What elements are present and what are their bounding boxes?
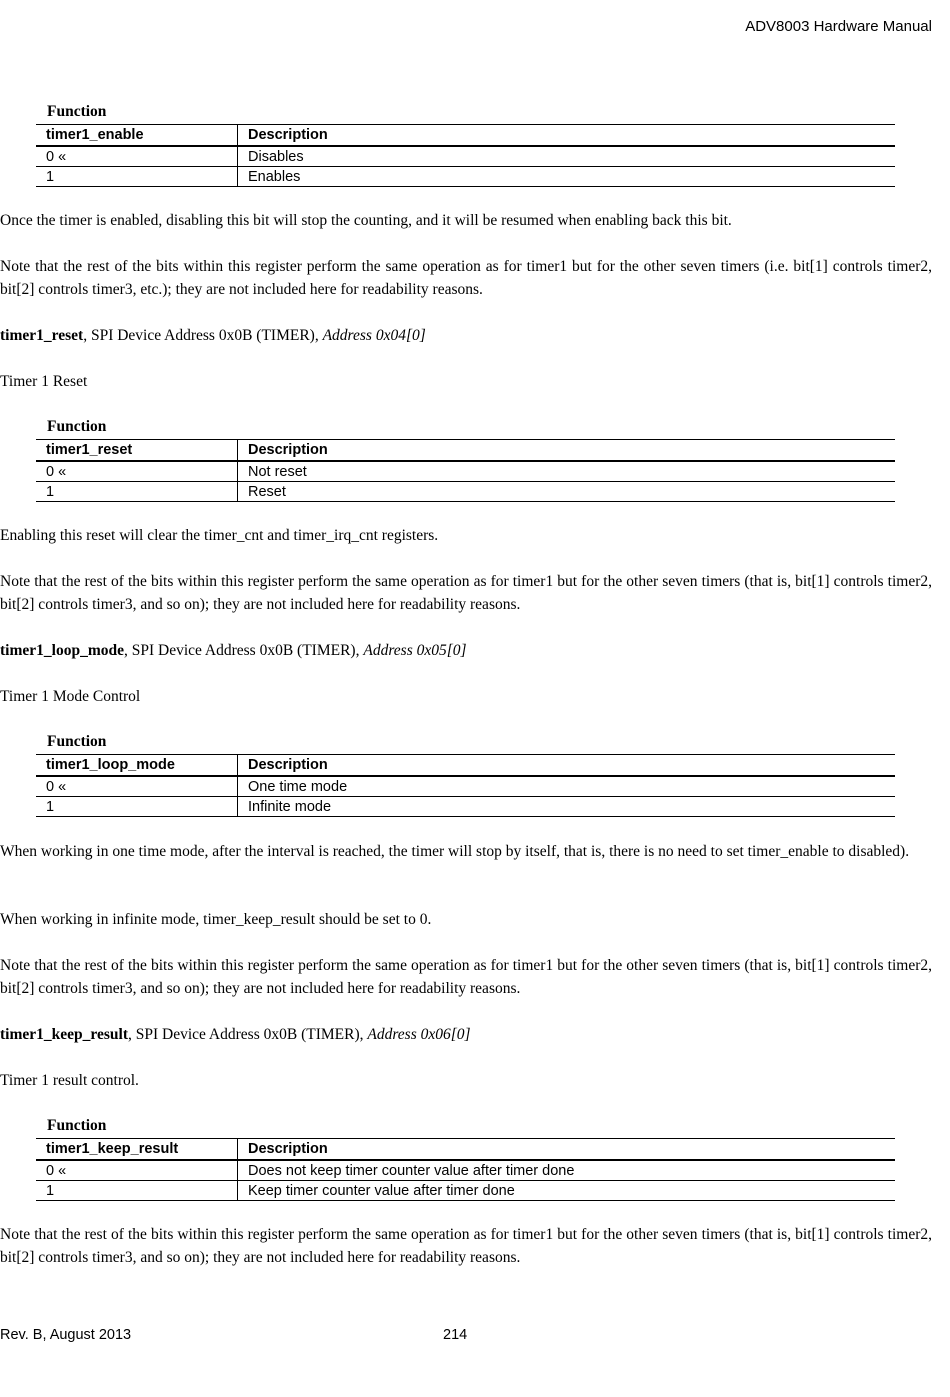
table-cell: 1	[36, 1181, 238, 1201]
register-heading	[0, 1023, 932, 1046]
table-cell: Keep timer counter value after timer done	[238, 1181, 896, 1201]
column-header: Description	[238, 1139, 896, 1161]
table-cell: 1	[36, 482, 238, 502]
register-address: Address 0x04[0]	[322, 327, 426, 344]
column-header: Description	[238, 755, 896, 777]
table-caption: Function	[47, 733, 107, 750]
register-device: , SPI Device Address 0x0B (TIMER),	[123, 642, 364, 659]
table-row	[36, 1181, 895, 1201]
table-cell: 0 «	[36, 146, 238, 167]
table-cell: One time mode	[238, 776, 896, 797]
column-header: timer1_reset	[36, 440, 238, 462]
register-device: , SPI Device Address 0x0B (TIMER),	[128, 1026, 368, 1043]
table-row	[36, 146, 895, 167]
register-table-loop-mode	[36, 754, 895, 817]
table-row	[36, 167, 895, 187]
register-heading	[0, 324, 932, 347]
column-header: Description	[238, 125, 896, 147]
register-heading	[0, 639, 932, 662]
register-address: Address 0x06[0]	[367, 1026, 471, 1043]
register-name: timer1_keep_result	[0, 1026, 128, 1043]
column-header: Description	[238, 440, 896, 462]
table-cell: Disables	[238, 146, 896, 167]
register-table-keep-result	[36, 1138, 895, 1201]
table-cell: 0 «	[36, 461, 238, 482]
body-paragraph: Enabling this reset will clear the timer_cnt and timer_irq_cnt registers.	[0, 527, 439, 544]
table-row	[36, 482, 895, 502]
body-paragraph: Note that the rest of the bits within this register perform the same operation as for timer1 but for the other seven timers (that is, bit[1] controls timer2, bit[2] controls timer3, and so on); they are not included here for readability reasons.	[0, 1226, 932, 1266]
register-table-enable	[36, 124, 895, 187]
register-name: timer1_loop_mode	[0, 642, 124, 659]
table-header-row	[36, 440, 895, 462]
register-description: Timer 1 result control.	[0, 1072, 139, 1089]
page-number: 214	[443, 1327, 468, 1343]
column-header: timer1_loop_mode	[36, 755, 238, 777]
table-cell: Does not keep timer counter value after timer done	[238, 1160, 896, 1181]
table-header-row	[36, 1139, 895, 1161]
column-header: timer1_keep_result	[36, 1139, 238, 1161]
body-paragraph: When working in one time mode, after the interval is reached, the timer will stop by itself, that is, there is no need to set timer_enable to disabled).	[0, 843, 910, 860]
table-cell: Not reset	[238, 461, 896, 482]
register-description: Timer 1 Reset	[0, 373, 88, 390]
table-row	[36, 461, 895, 482]
footer-revision: Rev. B, August 2013	[0, 1327, 132, 1343]
register-name: timer1_reset	[0, 327, 84, 344]
body-paragraph: Note that the rest of the bits within this register perform the same operation as for timer1 but for the other seven timers (that is, bit[1] controls timer2, bit[2] controls timer3, and so on); they are not included here for readability reasons.	[0, 573, 932, 613]
register-table-reset	[36, 439, 895, 502]
body-paragraph: When working in infinite mode, timer_keep_result should be set to 0.	[0, 911, 432, 928]
column-header: timer1_enable	[36, 125, 238, 147]
table-cell: Reset	[238, 482, 896, 502]
body-paragraph: Note that the rest of the bits within this register perform the same operation as for timer1 but for the other seven timers (i.e. bit[1] controls timer2, bit[2] controls timer3, etc.); they are not included here for readability reasons.	[0, 258, 932, 298]
register-description: Timer 1 Mode Control	[0, 688, 141, 705]
table-cell: Infinite mode	[238, 797, 896, 817]
register-device: , SPI Device Address 0x0B (TIMER),	[83, 327, 323, 344]
table-caption: Function	[47, 1117, 107, 1134]
body-paragraph: Once the timer is enabled, disabling this bit will stop the counting, and it will be resumed when enabling back this bit.	[0, 212, 732, 229]
table-caption: Function	[47, 103, 107, 120]
table-cell: 0 «	[36, 1160, 238, 1181]
table-cell: 1	[36, 797, 238, 817]
table-header-row	[36, 755, 895, 777]
table-caption: Function	[47, 418, 107, 435]
table-cell: 0 «	[36, 776, 238, 797]
page-header: ADV8003 Hardware Manual	[745, 18, 932, 35]
body-paragraph: Note that the rest of the bits within this register perform the same operation as for timer1 but for the other seven timers (that is, bit[1] controls timer2, bit[2] controls timer3, and so on); they are not included here for readability reasons.	[0, 957, 932, 997]
table-row	[36, 797, 895, 817]
table-cell: 1	[36, 167, 238, 187]
table-row	[36, 776, 895, 797]
table-header-row	[36, 125, 895, 147]
register-address: Address 0x05[0]	[363, 642, 467, 659]
table-cell: Enables	[238, 167, 896, 187]
table-row	[36, 1160, 895, 1181]
